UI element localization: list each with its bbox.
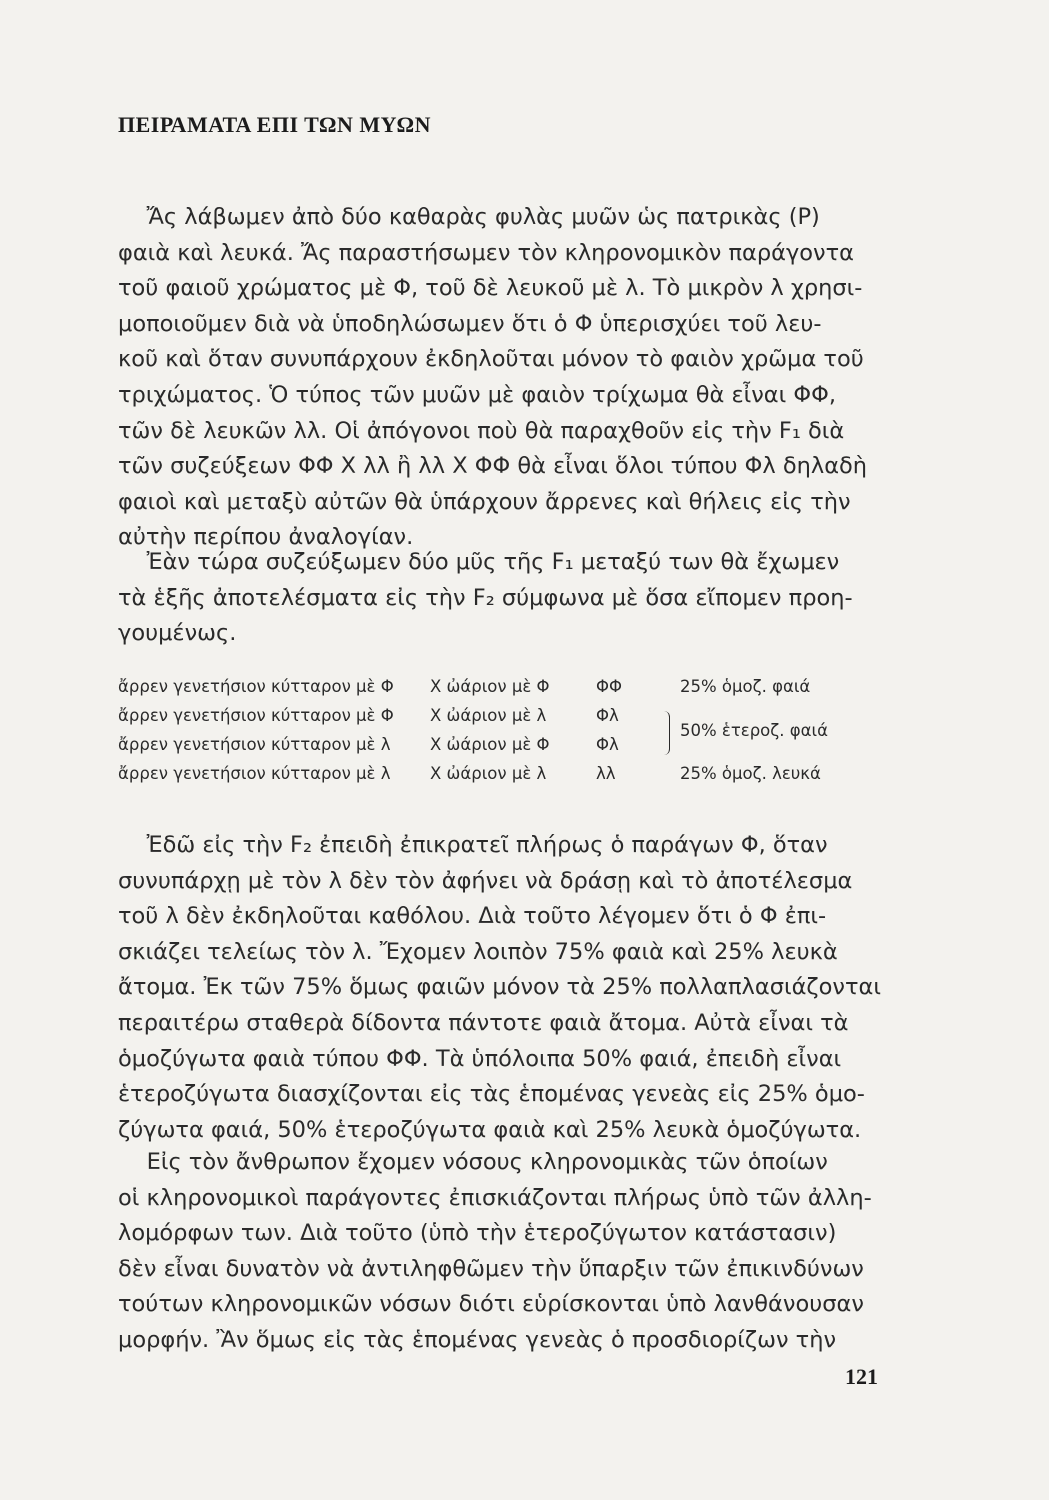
male-gamete-cell: ἄρρεν γενετήσιον κύτταρον μὲ λ [118,735,391,754]
text-line: φαιοὶ καὶ μεταξὺ αὐτῶν θὰ ὑπάρχουν ἄρρενες καὶ θήλεις εἰς τὴν [118,488,851,515]
paragraph-3 [118,828,898,1148]
text-line: τὰ ἑξῆς ἀποτελέσματα εἰς τὴν F₂ σύμφωνα μὲ ὅσα εἴπομεν προη- [118,584,853,611]
text-line: ἑτεροζύγωτα διασχίζονται εἰς τὰς ἑπομένας γενεὰς εἰς 25% ὁμο- [118,1081,865,1108]
text-line: γουμένως. [118,620,237,647]
text-line: μορφήν. Ἂν ὅμως εἰς τὰς ἑπομένας γενεὰς ὁ προσδιορίζων τὴν [118,1326,837,1353]
text-line: Ἄς λάβωμεν ἀπὸ δύο καθαρὰς φυλὰς μυῶν ὡς πατρικὰς (P) [118,204,820,230]
text-line: τῶν συζεύξεων ΦΦ Χ λλ ἢ λλ Χ ΦΦ θὰ εἶναι ὅλοι τύπου Φλ δηλαδὴ [118,453,868,480]
text-line: κοῦ καὶ ὅταν συνυπάρχουν ἐκδηλοῦται μόνον τὸ φαιὸν χρῶμα τοῦ [118,346,864,373]
text-line: ζύγωτα φαιά, 50% ἑτεροζύγωτα φαιὰ καὶ 25% λευκὰ ὁμοζύγωτα. [118,1116,862,1143]
genotype-cell: Φλ [596,706,619,725]
egg-cell: Χ ὠάριον μὲ Φ [430,735,550,754]
text-line: λομόρφων των. Διὰ τοῦτο (ὑπὸ τὴν ἑτεροζύγωτον κατάστασιν) [118,1220,837,1247]
text-line: μοποιοῦμεν διὰ νὰ ὑποδηλώσωμεν ὅτι ὁ Φ ὑπερισχύει τοῦ λευ- [118,310,822,337]
text-line: ἄτομα. Ἐκ τῶν 75% ὅμως φαιῶν μόνον τὰ 25% πολλαπλασιάζονται [118,974,881,1001]
page-heading: ΠΕΙΡΑΜΑΤΑ ΕΠΙ ΤΩΝ ΜΥΩΝ [118,112,431,137]
text-line: περαιτέρω σταθερὰ δίδοντα πάντοτε φαιὰ ἄτομα. Αὐτὰ εἶναι τὰ [118,1009,849,1036]
bracket-result: 50% ἑτεροζ. φαιά [680,721,828,740]
male-gamete-cell: ἄρρεν γενετήσιον κύτταρον μὲ Φ [118,677,394,696]
text-line: σκιάζει τελείως τὸν λ. Ἔχομεν λοιπὸν 75% φαιὰ καὶ 25% λευκὰ [118,938,838,965]
result-cell: 25% ὁμοζ. φαιά [680,677,811,696]
text-line: ὁμοζύγωτα φαιὰ τύπου ΦΦ. Τὰ ὑπόλοιπα 50% φαιά, ἐπειδὴ εἶναι [118,1045,842,1072]
text-line: Ἐὰν τώρα συζεύξωμεν δύο μῦς τῆς F₁ μεταξύ των θὰ ἔχωμεν [118,549,840,575]
egg-cell: Χ ὠάριον μὲ Φ [430,677,550,696]
text-line: τοῦ φαιοῦ χρώματος μὲ Φ, τοῦ δὲ λευκοῦ μὲ λ. Τὸ μικρὸν λ χρησι- [118,275,863,302]
genotype-cell: Φλ [596,735,619,754]
male-gamete-cell: ἄρρεν γενετήσιον κύτταρον μὲ λ [118,764,391,783]
text-line: Ἐδῶ εἰς τὴν F₂ ἐπειδὴ ἐπικρατεῖ πλήρως ὁ παράγων Φ, ὅταν [118,832,828,858]
text-line: αὐτὴν περίπου ἀναλογίαν. [118,524,414,551]
egg-cell: Χ ὠάριον μὲ λ [430,764,547,783]
paragraph-4 [118,1145,898,1359]
text-line: τῶν δὲ λευκῶν λλ. Οἱ ἀπόγονοι ποὺ θὰ παραχθοῦν εἰς τὴν F₁ διὰ [118,417,845,444]
text-line: Εἰς τὸν ἄνθρωπον ἔχομεν νόσους κληρονομικὰς τῶν ὁποίων [118,1149,828,1175]
table-row [118,677,898,706]
page-number: 121 [845,1364,878,1389]
genotype-cell: λλ [596,764,616,783]
curly-brace [661,711,670,755]
text-line: δὲν εἶναι δυνατὸν νὰ ἀντιληφθῶμεν τὴν ὕπαρξιν τῶν ἐπικινδύνων [118,1255,864,1282]
paragraph-1 [118,200,898,556]
male-gamete-cell: ἄρρεν γενετήσιον κύτταρον μὲ Φ [118,706,394,725]
text-line: φαιὰ καὶ λευκά. Ἄς παραστήσωμεν τὸν κληρονομικὸν παράγοντα [118,239,854,266]
genotype-cell: ΦΦ [596,677,622,696]
text-line: τριχώματος. Ὁ τύπος τῶν μυῶν μὲ φαιὸν τρίχωμα θὰ εἶναι ΦΦ, [118,381,836,408]
text-line: συνυπάρχῃ μὲ τὸν λ δὲν τὸν ἀφήνει νὰ δράσῃ καὶ τὸ ἀποτέλεσμα [118,867,853,894]
result-cell: 25% ὁμοζ. λευκά [680,764,821,783]
table-row [118,764,898,793]
egg-cell: Χ ὠάριον μὲ λ [430,706,547,725]
text-line: οἱ κληρονομικοὶ παράγοντες ἐπισκιάζονται πλήρως ὑπὸ τῶν ἀλλη- [118,1184,872,1211]
text-line: τούτων κληρονομικῶν νόσων διότι εὑρίσκονται ὑπὸ λανθάνουσαν [118,1291,864,1318]
paragraph-2 [118,545,898,652]
text-line: τοῦ λ δὲν ἐκδηλοῦται καθόλου. Διὰ τοῦτο λέγομεν ὅτι ὁ Φ ἐπι- [118,903,827,930]
cross-results-table [118,677,898,793]
